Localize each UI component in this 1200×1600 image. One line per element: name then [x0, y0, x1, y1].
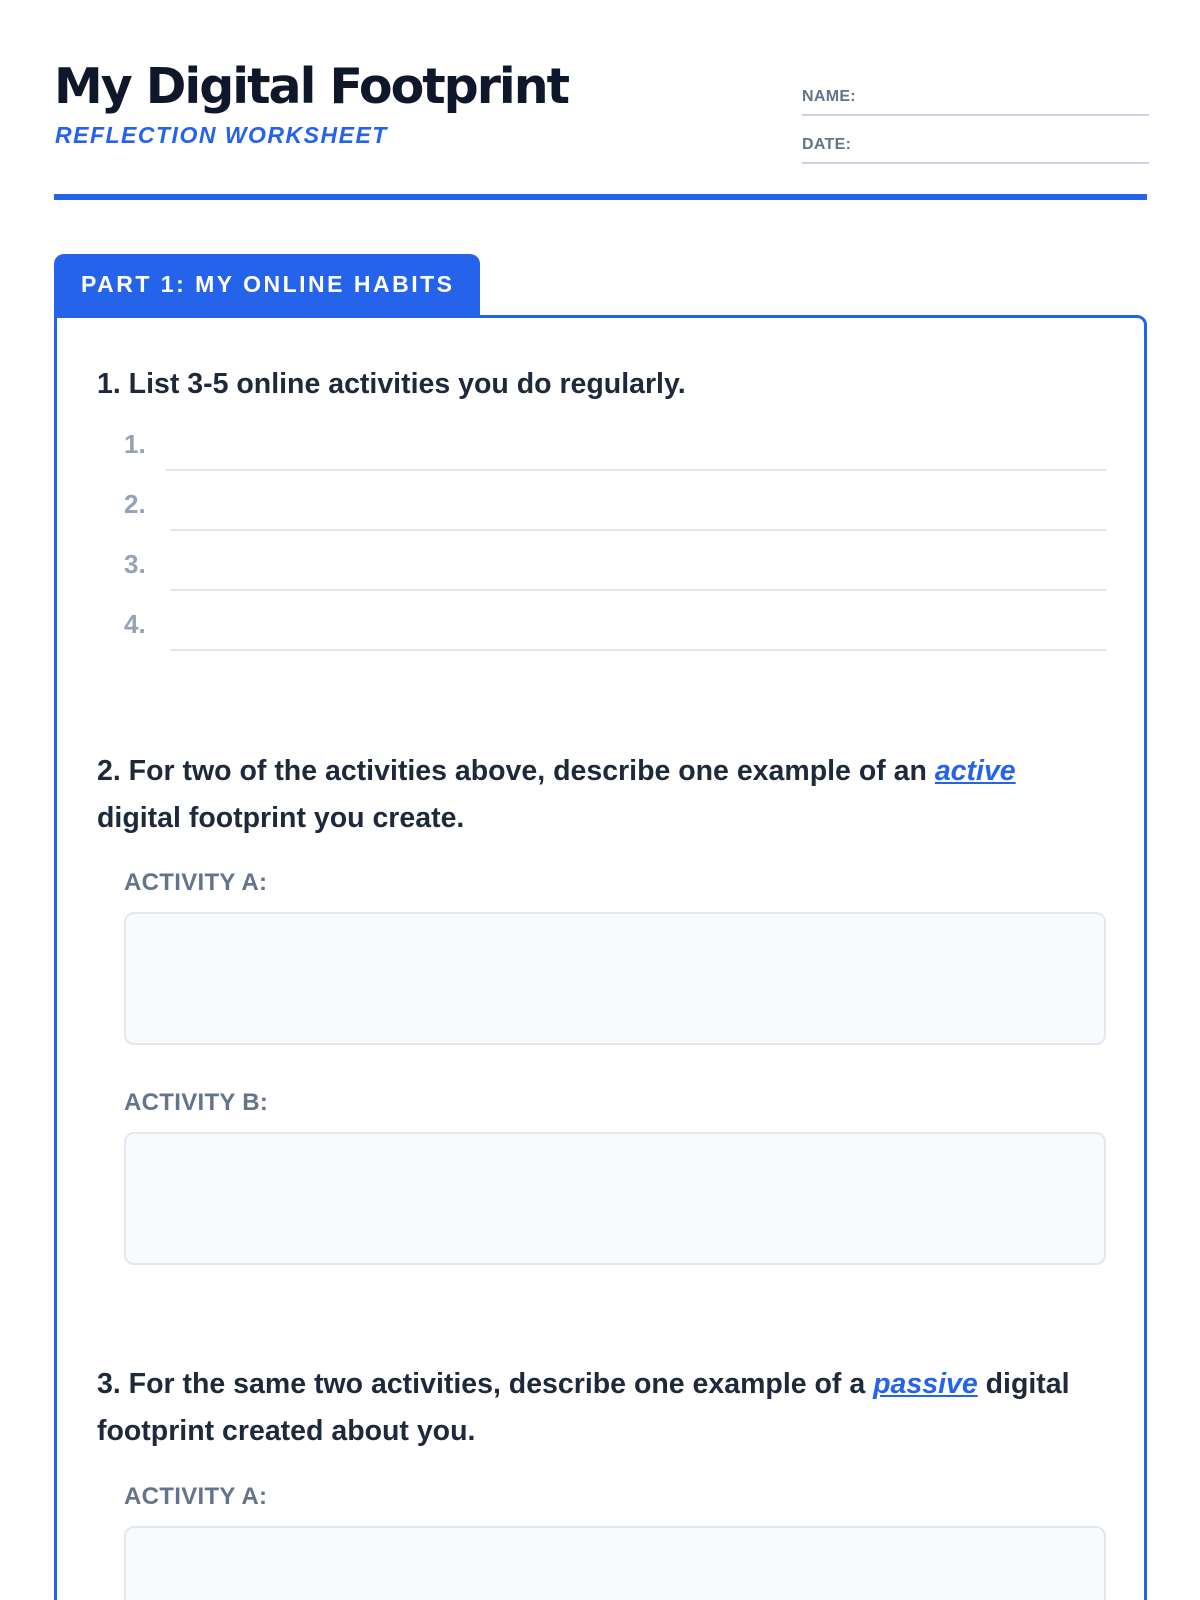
list-item[interactable]: [124, 425, 1106, 471]
activity-a-label: ACTIVITY A:: [124, 869, 268, 896]
answer-line[interactable]: [170, 589, 1106, 591]
list-item[interactable]: [124, 605, 1106, 651]
activity-a-answer-box[interactable]: [124, 912, 1106, 1045]
answer-line[interactable]: [166, 469, 1106, 471]
date-field[interactable]: [802, 116, 1149, 164]
active-emphasis: active: [934, 755, 1016, 787]
activity-b-label: ACTIVITY B:: [124, 1089, 269, 1116]
worksheet-header: [54, 50, 1147, 200]
name-field[interactable]: [802, 68, 1149, 116]
name-input[interactable]: [872, 84, 1149, 110]
page-title: My Digital Footprint: [54, 58, 569, 115]
header-divider: [54, 194, 1147, 200]
answer-line[interactable]: [170, 649, 1106, 651]
page-subtitle: REFLECTION WORKSHEET: [55, 122, 388, 148]
list-item-number: 2.: [124, 489, 146, 519]
activity-a-answer-box[interactable]: [124, 1526, 1106, 1600]
question-3-text: 3. For the same two activities, describe one example of a: [97, 1368, 874, 1400]
date-label: DATE:: [802, 136, 852, 153]
question-2: [97, 748, 1107, 842]
student-info: [802, 68, 1149, 164]
list-item-number: 1.: [124, 429, 146, 459]
date-input[interactable]: [872, 132, 1149, 158]
name-label: NAME:: [802, 88, 856, 105]
part1-section: [54, 315, 1147, 1600]
part1-tab: PART 1: MY ONLINE HABITS: [54, 254, 480, 318]
question-3-text-end: digital footprint created about you.: [97, 1368, 1070, 1447]
question-2-text: 2. For two of the activities above, describe one example of an: [97, 755, 935, 787]
question-3: [97, 1361, 1107, 1455]
question-2-text-end: digital footprint you create.: [97, 802, 465, 834]
activity-a-label: ACTIVITY A:: [124, 1483, 268, 1510]
question-1: 1. List 3-5 online activities you do regularly.: [97, 368, 686, 400]
activity-b-answer-box[interactable]: [124, 1132, 1106, 1265]
answer-line[interactable]: [170, 529, 1106, 531]
list-item[interactable]: [124, 545, 1106, 591]
list-item-number: 3.: [124, 549, 146, 579]
list-item-number: 4.: [124, 609, 146, 639]
passive-emphasis: passive: [873, 1368, 978, 1400]
list-item[interactable]: [124, 485, 1106, 531]
